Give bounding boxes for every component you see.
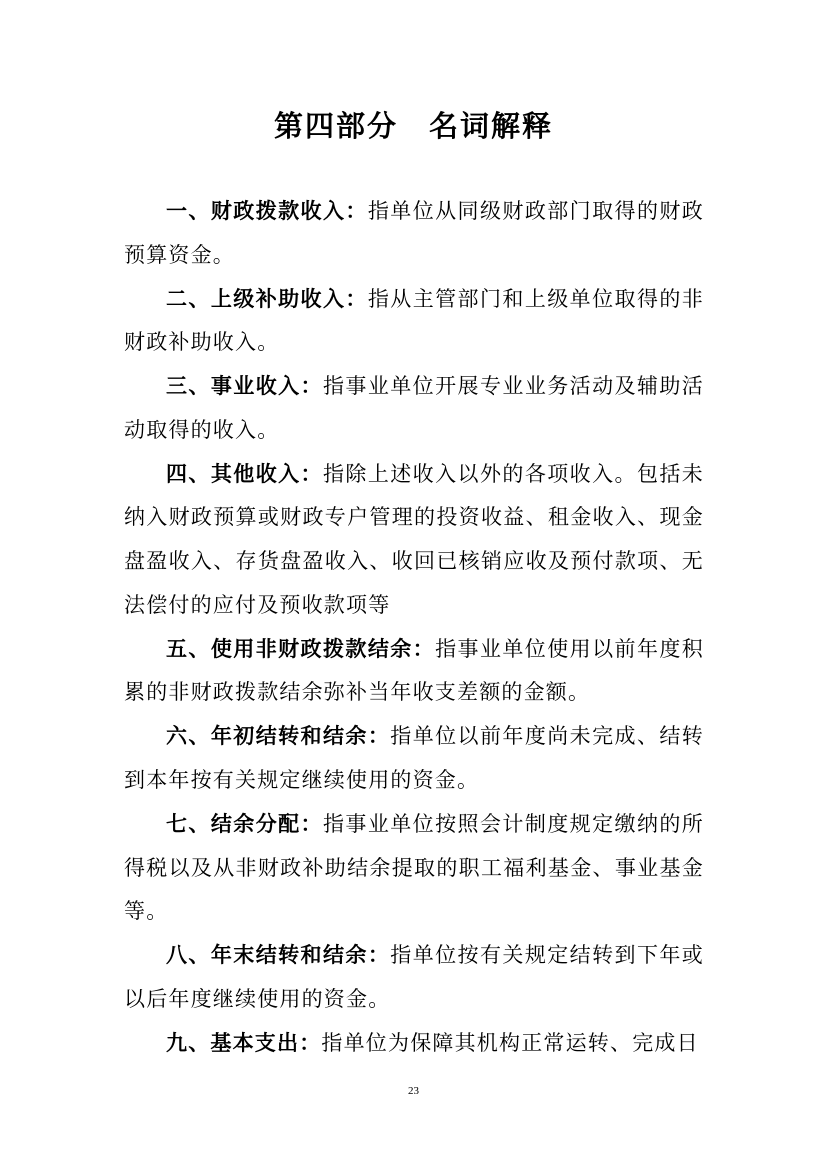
glossary-entry bbox=[124, 628, 704, 715]
glossary-definition: 指事业单位使用以前年度积累的非财政拨款结余弥补当年收支差额的金额。 bbox=[124, 636, 704, 705]
glossary-term: 五、使用非财政拨款结余： bbox=[166, 636, 436, 661]
glossary-entry bbox=[124, 934, 704, 1021]
glossary-entry bbox=[124, 278, 704, 365]
glossary-definition: 指事业单位按照会计制度规定缴纳的所得税以及从非财政补助结余提取的职工福利基金、事业基金等。 bbox=[124, 811, 704, 924]
glossary-entry bbox=[124, 715, 704, 802]
glossary-definition: 指单位以前年度尚未完成、结转到本年按有关规定继续使用的资金。 bbox=[124, 724, 704, 793]
glossary-definition: 指单位按有关规定结转到下年或以后年度继续使用的资金。 bbox=[124, 943, 704, 1011]
glossary-term: 八、年末结转和结余： bbox=[166, 943, 391, 968]
glossary-term: 七、结余分配： bbox=[166, 811, 323, 836]
glossary-entry bbox=[124, 190, 704, 277]
glossary-term: 三、事业收入： bbox=[166, 374, 323, 399]
glossary-definition: 指从主管部门和上级单位取得的非财政补助收入。 bbox=[124, 286, 704, 355]
glossary-term: 九、基本支出： bbox=[166, 1030, 322, 1055]
glossary-term: 六、年初结转和结余： bbox=[166, 724, 391, 749]
glossary-definition: 指除上述收入以外的各项收入。包括未纳入财政预算或财政专户管理的投资收益、租金收入、现金盘盈收入、存货盘盈收入、收回已核销应收及预付款项、无法偿付的应付及预收款项等 bbox=[124, 461, 704, 617]
glossary-list bbox=[124, 190, 704, 1066]
glossary-entry bbox=[124, 453, 704, 628]
glossary-definition: 指单位为保障其机构正常运转、完成日 bbox=[321, 1030, 699, 1055]
glossary-definition: 指事业单位开展专业业务活动及辅助活动取得的收入。 bbox=[124, 374, 704, 442]
glossary-entry bbox=[124, 803, 704, 934]
glossary-term: 四、其他收入： bbox=[166, 461, 323, 486]
page-title: 第四部分 名词解释 bbox=[273, 109, 553, 143]
glossary-term: 二、上级补助收入： bbox=[166, 286, 368, 311]
glossary-entry bbox=[124, 365, 704, 452]
glossary-entry bbox=[124, 1022, 704, 1066]
glossary-term: 一、财政拨款收入： bbox=[166, 199, 368, 223]
page-number: 23 bbox=[408, 1085, 419, 1097]
glossary-definition: 指单位从同级财政部门取得的财政预算资金。 bbox=[124, 199, 704, 267]
